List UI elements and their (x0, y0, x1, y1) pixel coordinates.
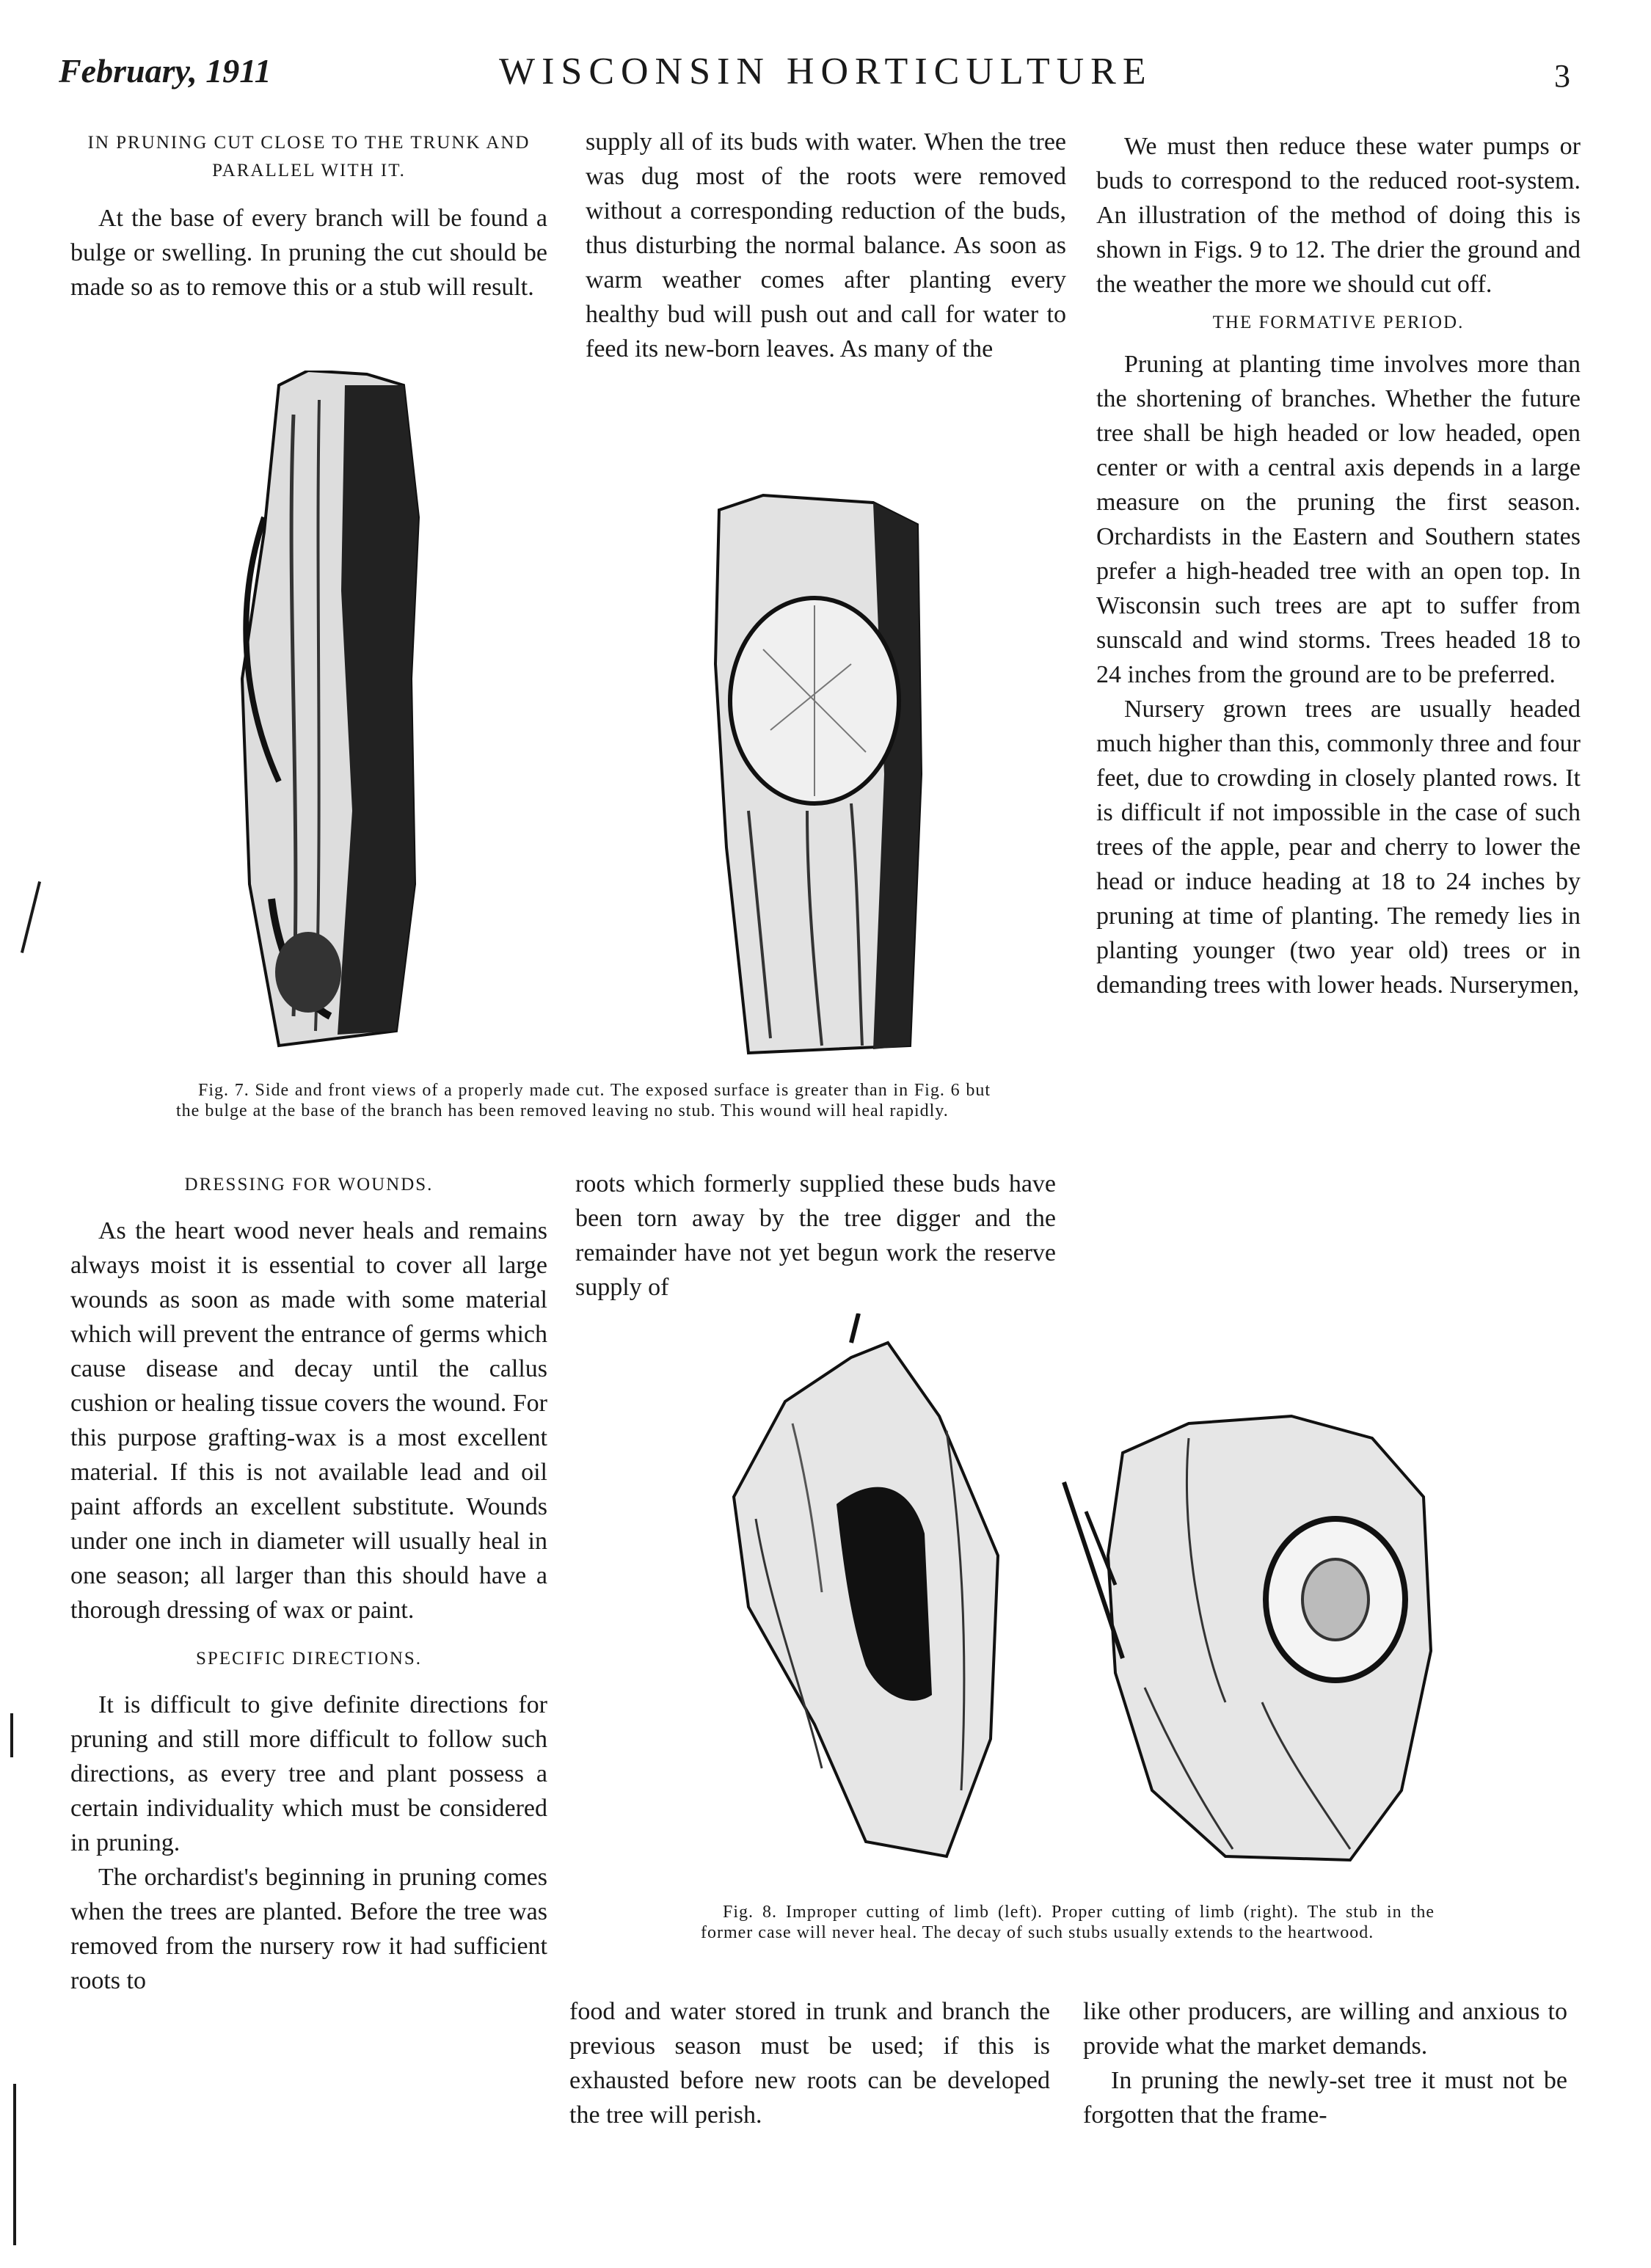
column-3-bottom (1083, 1994, 1567, 2132)
section-heading-formative-period: THE FORMATIVE PERIOD. (1212, 313, 1465, 332)
paragraph: Nursery grown trees are usually headed much higher than this, commonly three and four feet, due to crowding in closely planted rows. It is difficult if not impossible in the case of such trees of the apple, pear and cherry to lower the head or induce heading at 18 to 24 inches by pruning at time of planting. The remedy lies in planting younger (two year old) trees or in demanding trees with lower heads. Nurserymen, (1096, 696, 1581, 999)
fig7-side-view-illustration (220, 371, 440, 1060)
section-heading-specific-directions: SPECIFIC DIRECTIONS. (195, 1649, 423, 1669)
paragraph: The orchardist's beginning in pruning comes when the trees are planted. Before the tree was removed from the nursery row it had sufficient roots to (70, 1864, 547, 1994)
paragraph: food and water stored in trunk and branch the previous season must be used; if this is exhausted before new roots can be developed the tree will perish. (569, 1998, 1050, 2129)
margin-mark (21, 881, 41, 953)
margin-mark (10, 1713, 13, 1757)
fig8-caption: Fig. 8. Improper cutting of limb (left). Proper cutting of limb (right). The stub in the former case will never heal. The decay of such stubs usually extends to the heartwood. (701, 1903, 1435, 1942)
issue-date: February, 1911 (59, 52, 271, 90)
paragraph: At the base of every branch will be found a bulge or swelling. In pruning the cut should be made so as to remove this or a stub will result. (70, 205, 547, 301)
column-3 (1096, 129, 1581, 1002)
paragraph: We must then reduce these water pumps or buds to correspond to the reduced root-system. An illustration of the method of doing this is shown in Figs. 9 to 12. The drier the ground and the weather the more we should cut off. (1096, 133, 1581, 298)
paragraph: Pruning at planting time involves more than the shortening of branches. Whether the future tree shall be high headed or low headed, open center or with a central axis depends in a large measure on the pruning the first season. Orchardists in the Eastern and Southern states prefer a high-headed tree with an open top. In Wisconsin such trees are apt to suffer from sunscald and wind storms. Trees headed 18 to 24 inches from the ground are to be preferred. (1096, 351, 1581, 688)
paragraph: roots which formerly supplied these buds have been torn away by the tree digger and the remainder have not yet begun work the reserve supply of (575, 1170, 1056, 1301)
paragraph: It is difficult to give definite directions for pruning and still more difficult to follow such directions, as every tree and plant possess a certain individuality which must be considered in pruning. (70, 1691, 547, 1856)
paragraph: In pruning the newly-set tree it must not be forgotten that the frame- (1083, 2067, 1567, 2129)
page-number: 3 (1554, 58, 1570, 94)
fig8-improper-cut-illustration (704, 1313, 1027, 1871)
fig8-proper-cut-illustration (1042, 1409, 1438, 1871)
paragraph: like other producers, are willing and anxious to provide what the market demands. (1083, 1998, 1567, 2060)
section-pruning-cut (70, 129, 547, 305)
margin-mark (13, 2084, 16, 2245)
column-2-top (586, 125, 1066, 366)
section-heading: DRESSING FOR WOUNDS. (184, 1175, 434, 1195)
section-dressing-wounds (70, 1171, 547, 1998)
paragraph: supply all of its buds with water. When the tree was dug most of the roots were removed without a corresponding reduction of the buds, thus disturbing the normal balance. As soon as warm weather comes after planting every healthy bud will push out and call for water to feed its new-born leaves. As many of the (586, 128, 1066, 362)
journal-title: WISCONSIN HORTICULTURE (499, 51, 1153, 92)
column-2-bottom (569, 1994, 1050, 2132)
paragraph: As the heart wood never heals and remains always moist it is essential to cover all large wounds as soon as made with some material which will prevent the entrance of germs which cause disease and decay until the callus cushion or healing tissue covers the wound. For this purpose grafting-wax is a most excellent material. If this is not available lead and oil paint affords an excellent substitute. Wounds under one inch in diameter will usually heal in one season; all larger than this should have a thorough dressing of wax or paint. (70, 1217, 547, 1624)
section-heading: IN PRUNING CUT CLOSE TO THE TRUNK AND PARALLEL WITH IT. (87, 133, 531, 181)
fig7-front-view-illustration (704, 481, 932, 1060)
fig7-caption: Fig. 7. Side and front views of a properly made cut. The exposed surface is greater than in Fig. 6 but the bulge at the base of the branch has been removed leaving no stub. This wound will heal rapidly. (176, 1081, 991, 1120)
column-2-middle (575, 1167, 1056, 1305)
